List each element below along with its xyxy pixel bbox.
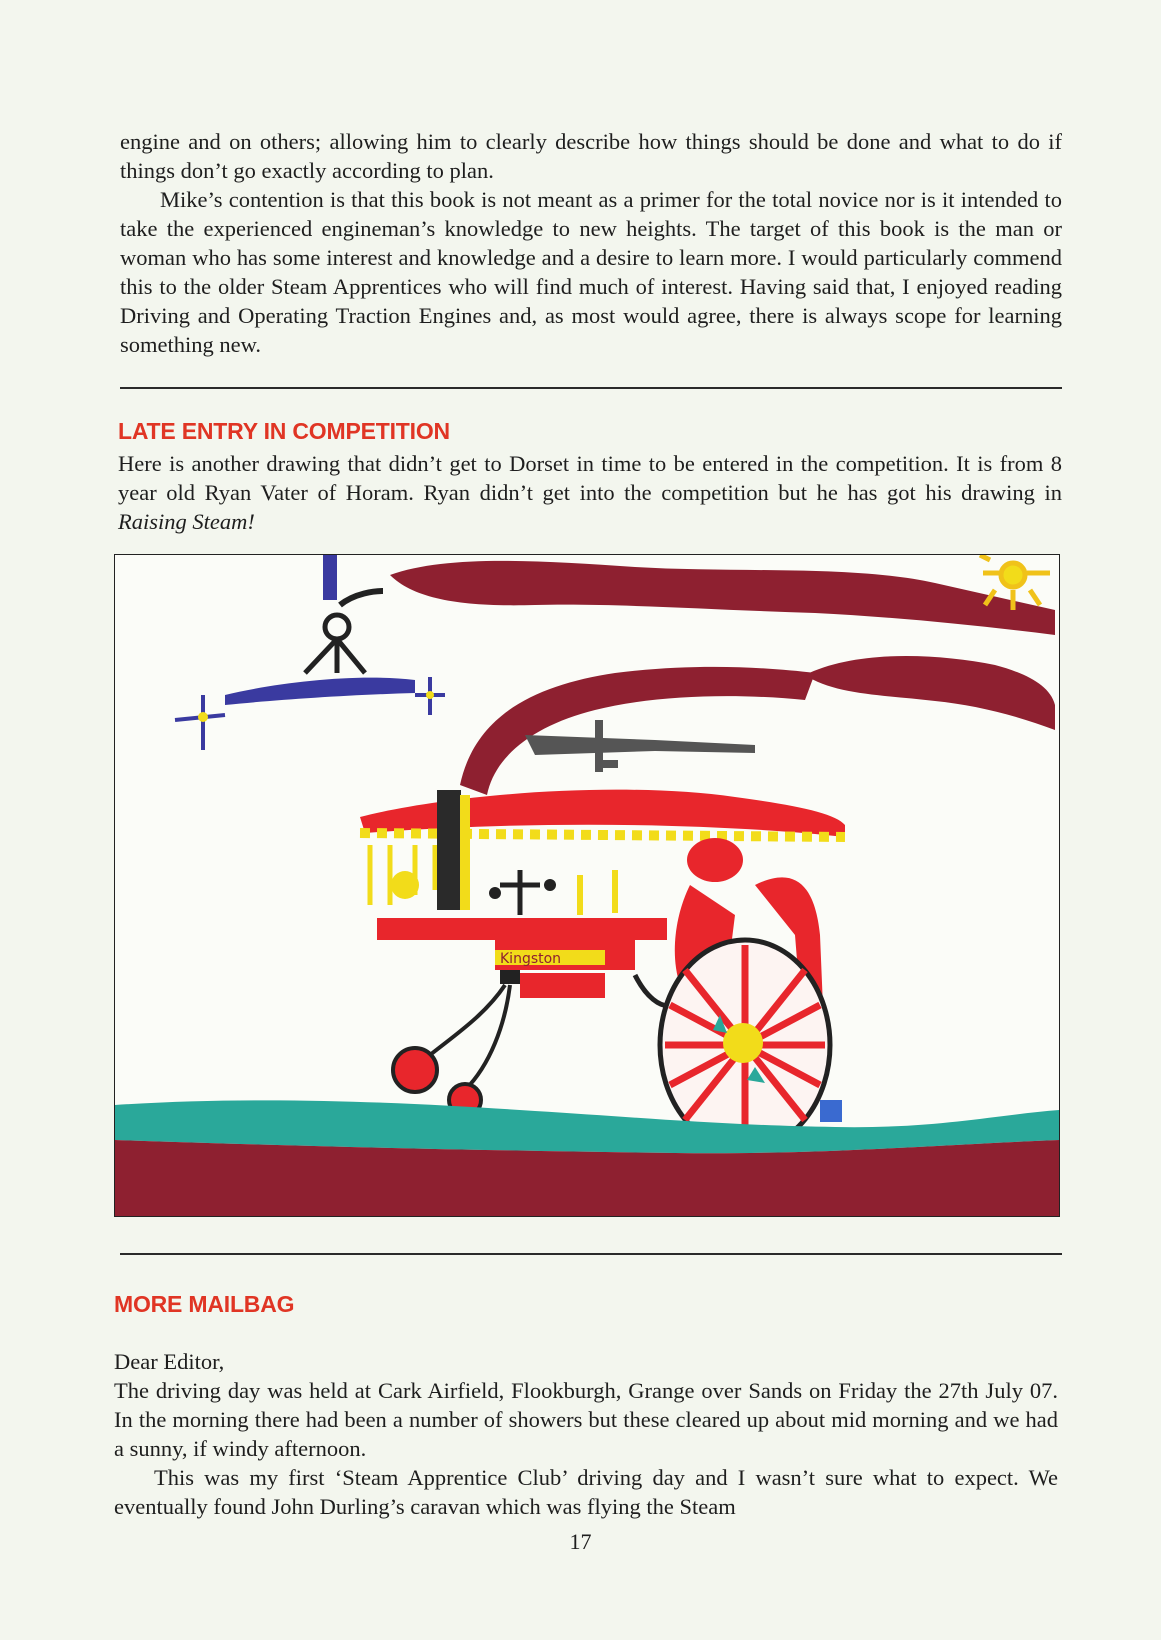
smoke-icon [390,561,1055,795]
engine-body [377,870,667,998]
mailbag-heading: MORE MAILBAG [114,1291,295,1317]
mailbag-paragraph-1: The driving day was held at Cark Airfield, Flookburgh, Grange over Sands on Friday the 27th July 07. In the morning there had been a number of showers but these cleared up about mid morning and we had a sunny, if windy afternoon. [114,1378,1058,1461]
late-entry-body-text: Here is another drawing that didn’t get to Dorset in time to be entered in the competition. It is from 8 year old Ryan Vater of Horam. Ryan didn’t get into the competition but he has got his drawing in [118,451,1062,505]
page-number: 17 [569,1529,592,1554]
bucket-icon [820,1100,842,1122]
ground-icon [115,1100,1059,1216]
intro-text [120,127,1062,359]
rear-wheel-icon [660,940,830,1150]
intro-paragraph-1: engine and on others; allowing him to clearly describe how things should be done and what to do if things don’t go exactly according to plan. [120,129,1062,183]
front-wheel-icon [393,985,510,1116]
mailbag-salutation: Dear Editor, [114,1349,225,1374]
chimney-icon [437,790,470,910]
mailbag-text [114,1347,1058,1521]
late-entry-body [118,449,1062,536]
child-drawing [114,554,1060,1217]
engine-name-label: Kingston [500,951,562,967]
section-divider-2 [120,1253,1062,1255]
magazine-title: Raising Steam! [118,509,255,534]
late-entry-heading: LATE ENTRY IN COMPETITION [118,418,450,444]
cannon-icon [525,720,755,772]
intro-paragraph-2: Mike’s contention is that this book is not meant as a primer for the total novice nor is it intended to take the experienced engineman’s knowledge to new heights. The target of this book is the man or woman who has some interest and knowledge and a desire to learn more. I would particularly commend this to the older Steam Apprentices who will find much of interest. Having said that, I enjoyed reading Driving and Operating Traction Engines and, as most would agree, there is always scope for learning something new. [120,187,1062,357]
late-entry-text [118,449,1062,536]
section-divider-1 [120,387,1062,389]
traction-engine-drawing [115,555,1059,1216]
mailbag-paragraph-2: This was my first ‘Steam Apprentice Club’ driving day and I wasn’t sure what to expect. We eventually found John Durling’s caravan which was flying the Steam [114,1465,1058,1519]
